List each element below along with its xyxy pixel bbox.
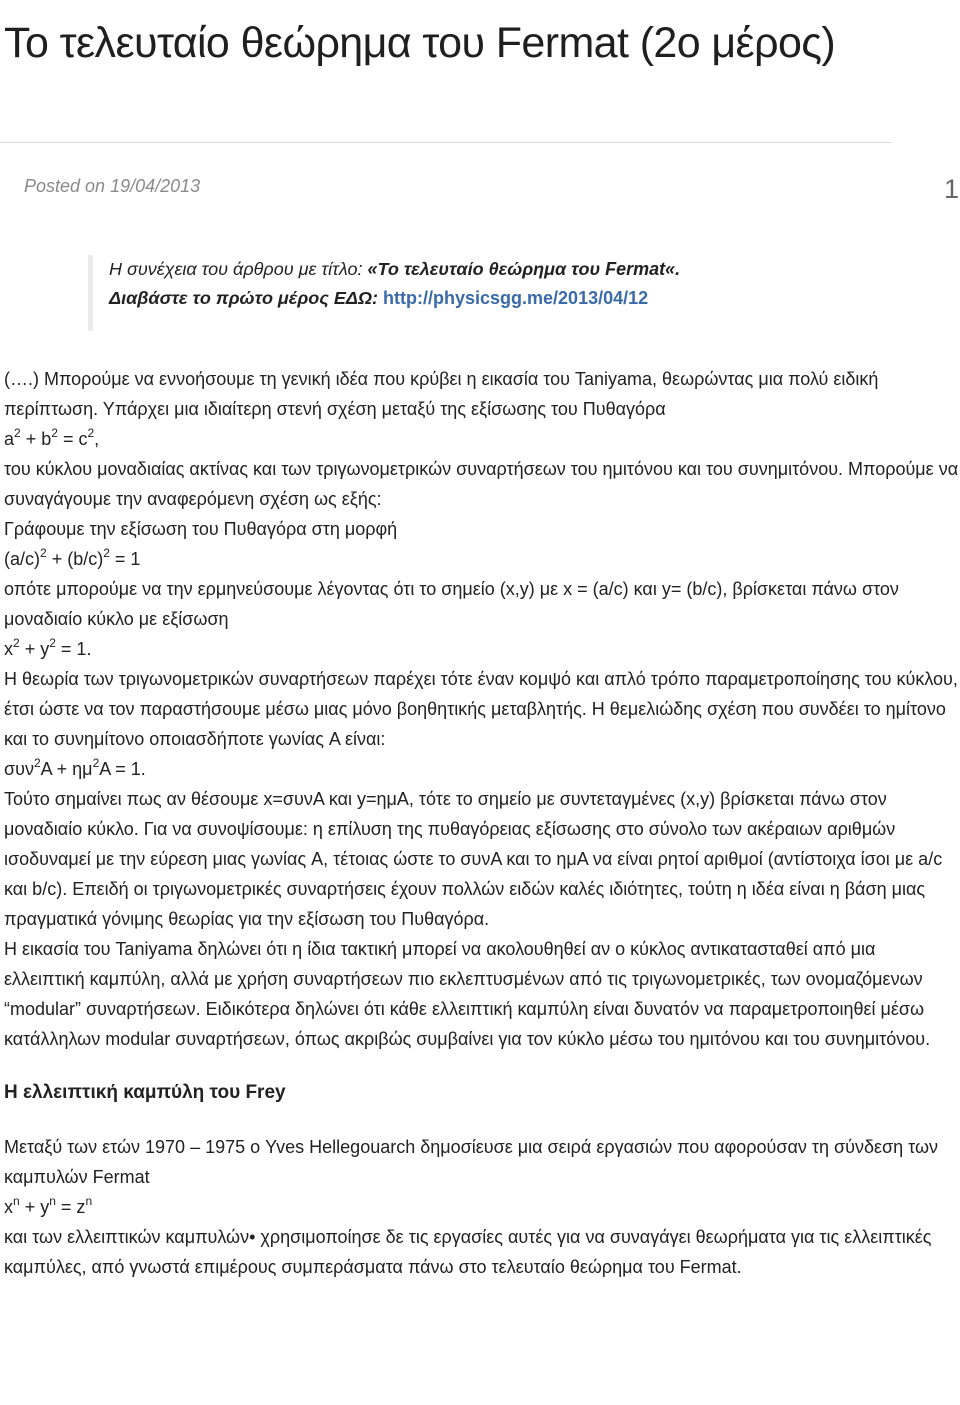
eq-a: a — [4, 429, 15, 449]
previous-article-title: «Το τελευταίο θεώρημα του Fermat«. — [367, 259, 681, 279]
paragraph: οπότε μπορούμε να την ερμηνεύσουμε λέγοντας ότι το σημείο (x,y) με x = (a/c) και y= (b/c), βρίσκεται πάνω στον μοναδιαίο κύκλο με εξίσωση — [4, 579, 899, 629]
paragraph: (….) Μπορούμε να εννοήσουμε τη γενική ιδέα που κρύβει η εικασία του Taniyama, θεωρώντας μια πολύ ειδική περίπτωση. Υπάρχει μια ιδιαίτερη στενή σχέση μεταξύ της εξίσωσης του Πυθαγόρα — [4, 369, 879, 419]
paragraph: Η θεωρία των τριγωνομετρικών συναρτήσεων παρέχει τότε έναν κομψό και απλό τρόπο παραμετροποίησης του κύκλου, έτσι ώστε να τον παραστήσουμε μέσω μιας μόνο βοηθητικής μεταβλητής. Η θεμελιώδης σχέση που συνδέει το ημίτονο και το συνημίτονο οποιασδήποτε γωνίας A είναι: — [4, 669, 958, 749]
posted-prefix: Posted on — [24, 176, 106, 196]
equation-trig-identity: $\sigma\upsilon\nu^2A + \eta\mu^2A = 1$. — [4, 756, 146, 779]
spacer — [4, 1054, 960, 1078]
paragraph: Τούτο σημαίνει πως αν θέσουμε x=συνA και y=ημA, τότε το σημείο με συντεταγμένες (x,y) βρίσκεται πάνω στον μοναδιαίο κύκλο. Για να συνοψίσουμε: η επίλυση της πυθαγόρειας εξίσωσης στο σύνολο των ακέραιων αριθμών ισοδυναμεί με την εύρεση μιας γωνίας A, τέτοιας ώστε το συνA και το ημA να είναι ρητοί αριθμοί (αντίστοιχα ίσοι με a/c και b/c). Επειδή οι τριγωνομετρικές συναρτήσεις έχουν πολλών ειδών καλές ιδιότητες, τούτη η ιδέα είναι η βάση μιας πραγματικά γόνιμης θεωρίας για την εξίσωση του Πυθαγόρα. — [4, 789, 943, 929]
spacer — [4, 1108, 960, 1132]
equation-normalized: $(a/c)^2 + (b/c)^2 = 1$ — [4, 546, 141, 569]
intro-blockquote — [88, 255, 869, 331]
equation-fermat: $x^n + y^n = z^n$ — [4, 1194, 93, 1217]
article-title: Το τελευταίο θεώρημα του Fermat (2ο μέρος) — [4, 19, 836, 67]
equation-pythagoras: $a^2 + b^2 = c^2$, — [4, 426, 100, 449]
comment-count[interactable]: 1 — [944, 174, 960, 204]
article-body — [4, 364, 960, 1282]
paragraph: του κύκλου μοναδιαίας ακτίνας και των τριγωνομετρικών συναρτήσεων του ημιτόνου και του συνημιτόνου. Μπορούμε να συναγάγουμε την αναφερόμενη σχέση ως εξής: — [4, 459, 959, 509]
post-meta — [24, 176, 200, 197]
first-part-link[interactable]: http://physicsgg.me/2013/04/12 — [383, 288, 649, 308]
quote-text-1: Η συνέχεια του άρθρου με τίτλο: — [109, 259, 363, 279]
section-heading: Η ελλειπτική καμπύλη του Frey — [4, 1082, 286, 1103]
quote-line-1 — [109, 255, 869, 284]
paragraph: Η εικασία του Taniyama δηλώνει ότι η ίδια τακτική μπορεί να ακολουθηθεί αν ο κύκλος αντικατασταθεί από μια ελλειπτική καμπύλη, αλλά με χρήση συναρτήσεων πιο εκλεπτυσμένων από τις τριγωνομετρικές, των ονομαζόμενων “modular” συναρτήσεων. Ειδικότερα δηλώνει ότι κάθε ελλειπτική καμπύλη είναι δυνατόν να παραμετροποιηθεί μέσω κατάλληλων modular συναρτήσεων, όπως ακριβώς συμβαίνει για τον κύκλο μέσω του ημιτόνου και του συνημιτόνου. — [4, 939, 931, 1049]
equation-unit-circle: $x^2 + y^2 = 1$. — [4, 636, 92, 659]
paragraph: Μεταξύ των ετών 1970 – 1975 ο Yves Hellegouarch δημοσίευσε μια σειρά εργασιών που αφορούσαν τη σύνδεση των καμπυλών Fermat — [4, 1137, 939, 1187]
paragraph: Γράφουμε την εξίσωση του Πυθαγόρα στη μορφή — [4, 519, 398, 539]
title-divider — [0, 142, 892, 143]
quote-text-2: Διαβάστε το πρώτο μέρος ΕΔΩ: — [109, 288, 379, 308]
posted-date[interactable]: 19/04/2013 — [110, 176, 201, 196]
paragraph: και των ελλειπτικών καμπυλών• χρησιμοποίησε δε τις εργασίες αυτές για να συναγάγει θεωρήματα για τις ελλειπτικές καμπύλες, από γνωστά επιμέρους συμπεράσματα πάνω στο τελευταίο θεώρημα του Fermat. — [4, 1227, 932, 1277]
quote-line-2 — [109, 284, 869, 313]
